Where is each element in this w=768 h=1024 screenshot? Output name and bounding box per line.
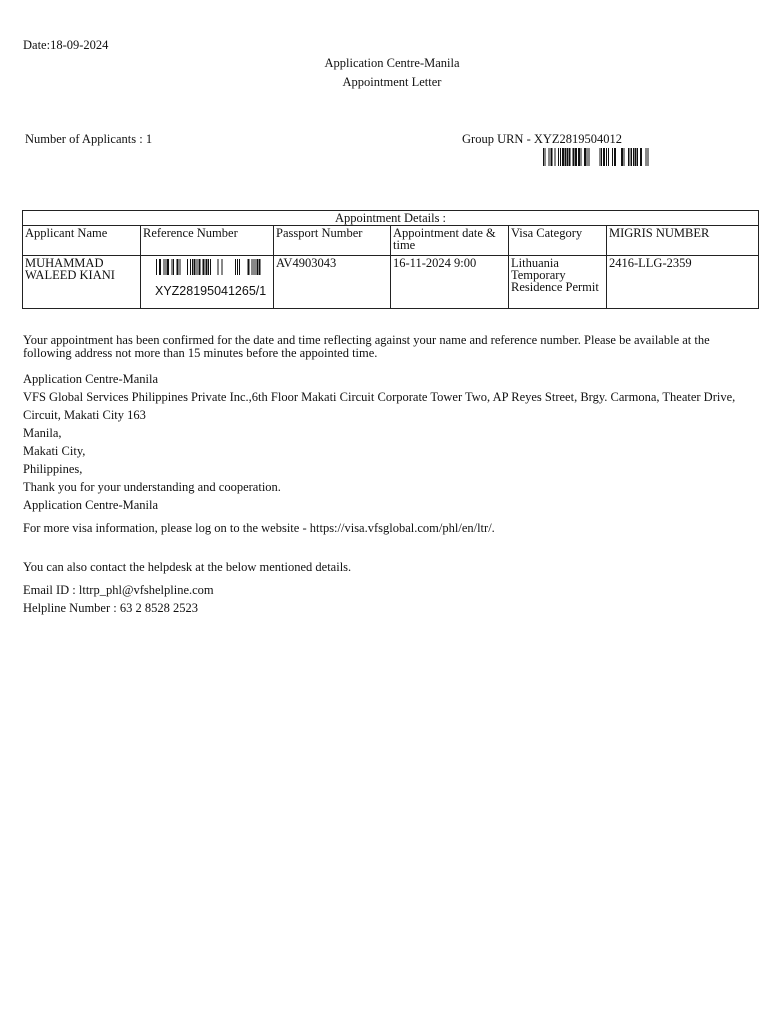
appointment-datetime-cell: 16-11-2024 9:00 [391, 256, 509, 309]
address-line: VFS Global Services Philippines Private Inc.,6th Floor Makati Circuit Corporate Tower Two, AP Reyes Street, Brgy. Carmona, Theater Drive, Circuit, Makati City 163 [23, 390, 736, 422]
number-of-applicants: Number of Applicants : 1 [25, 132, 153, 146]
passport-number-cell: AV4903043 [274, 256, 391, 309]
table-caption: Appointment Details : [23, 211, 759, 226]
confirmation-paragraph: Your appointment has been confirmed for the date and time reflecting against your name and reference number. Please be available at the following address not more than 15 minutes before the appointed time. [23, 333, 710, 360]
helpline-line: Helpline Number : 63 2 8528 2523 [23, 601, 198, 615]
group-urn: Group URN - XYZ2819504012 [462, 132, 623, 146]
appointment-details-table [22, 210, 759, 309]
column-header: Visa Category [509, 226, 607, 256]
column-header: Appointment date & time [391, 226, 509, 256]
address-line: Makati City, [23, 444, 86, 458]
letter-title: Appointment Letter [342, 75, 442, 89]
table-row [23, 256, 759, 309]
signoff-line: Application Centre-Manila [23, 498, 159, 512]
reference-barcode [156, 259, 262, 275]
column-header: Reference Number [141, 226, 274, 256]
address-line: Application Centre-Manila [23, 372, 159, 386]
website-info: For more visa information, please log on to the website - https://visa.vfsglobal.com/phl/en/ltr/. [23, 521, 495, 535]
address-line: Philippines, [23, 462, 83, 476]
helpdesk-info: You can also contact the helpdesk at the below mentioned details. [23, 560, 352, 574]
column-header: MIGRIS NUMBER [607, 226, 759, 256]
email-line: Email ID : lttrp_phl@vfshelpline.com [23, 583, 214, 597]
thanks-line: Thank you for your understanding and cooperation. [23, 480, 281, 494]
migris-number-cell: 2416-LLG-2359 [607, 256, 759, 309]
reference-number: XYZ28195041265/1 [155, 284, 267, 298]
column-header: Passport Number [274, 226, 391, 256]
address-line: Manila, [23, 426, 62, 440]
group-urn-barcode [543, 148, 649, 166]
reference-number-cell [141, 256, 274, 309]
visa-category-cell: Lithuania Temporary Residence Permit [509, 256, 607, 309]
column-header: Applicant Name [23, 226, 141, 256]
centre-heading: Application Centre-Manila [324, 56, 460, 70]
letter-body [23, 334, 753, 617]
table-header-row [23, 226, 759, 256]
applicant-name-cell: MUHAMMAD WALEED KIANI [23, 256, 141, 309]
letter-date: Date:18-09-2024 [23, 38, 109, 52]
